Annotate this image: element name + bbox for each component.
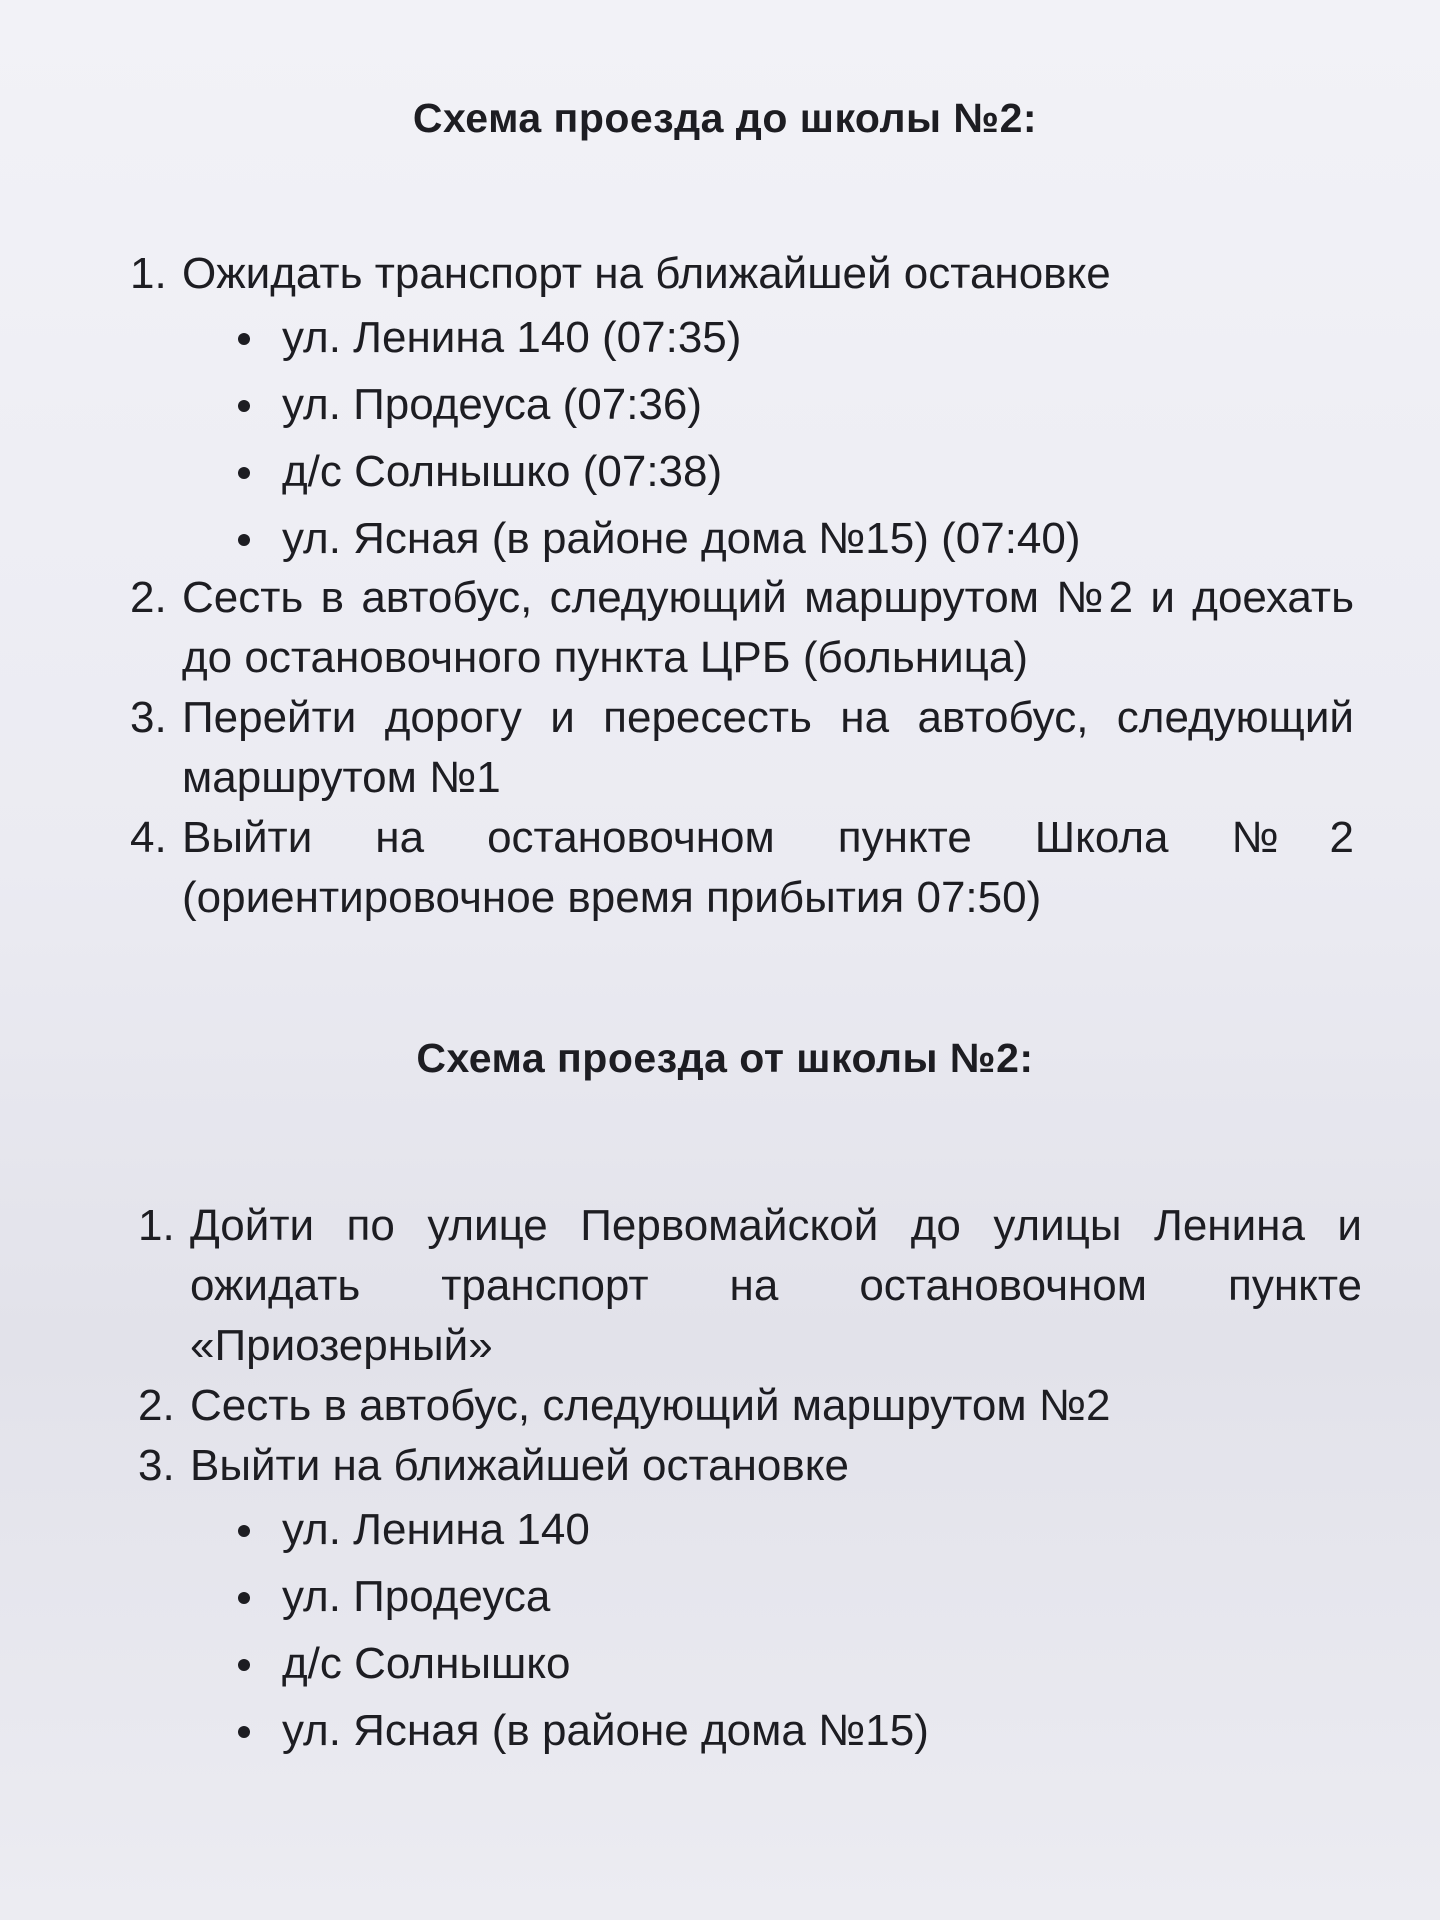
stops-list [130,304,1354,572]
step-item [138,1196,1362,1376]
step-item [130,244,1354,572]
step-number: 3. [130,693,167,742]
step-text: Перейти дорогу и пересесть на автобус, следующий маршрутом №1 [182,693,1354,802]
step-number: 1. [130,249,167,298]
stop-item: ул. Продеуса [238,1563,1362,1630]
step-item [130,688,1354,808]
step-number: 3. [138,1441,175,1490]
stop-item: ул. Ленина 140 [238,1496,1362,1563]
step-text: Ожидать транспорт на ближайшей остановке [182,249,1111,298]
route-from-school-title: Схема проезда от школы №2: [416,1035,1034,1081]
step-text: Сесть в автобус, следующий маршрутом №2 и доехать до остановочного пункта ЦРБ (больница) [182,573,1354,682]
step-number: 2. [138,1381,175,1430]
stop-item: ул. Ясная (в районе дома №15) [238,1697,1362,1764]
stop-item: ул. Ленина 140 (07:35) [238,304,1354,371]
step-number: 2. [130,573,167,622]
step-item [130,808,1354,928]
stop-item: ул. Продеуса (07:36) [238,371,1354,438]
step-text: Выйти на ближайшей остановке [190,1441,849,1490]
stops-list [130,1496,1362,1764]
step-number: 4. [130,813,167,862]
step-item [130,568,1354,688]
step-text: Выйти на остановочном пункте Школа №2 (ориентировочное время прибытия 07:50) [182,813,1354,922]
stop-item: д/с Солнышко (07:38) [238,438,1354,505]
step-item [138,1376,1362,1436]
step-item [138,1436,1362,1764]
route-to-school-steps [130,244,1354,928]
step-text: Дойти по улице Первомайской до улицы Ленина и ожидать транспорт на остановочном пункте «Приозерный» [190,1201,1362,1370]
stop-item: ул. Ясная (в районе дома №15) (07:40) [238,505,1354,572]
step-text: Сесть в автобус, следующий маршрутом №2 [190,1381,1111,1430]
step-number: 1. [138,1201,175,1250]
stop-item: д/с Солнышко [238,1630,1362,1697]
route-to-school-title: Схема проезда до школы №2: [412,95,1038,141]
route-from-school-steps [138,1196,1362,1764]
